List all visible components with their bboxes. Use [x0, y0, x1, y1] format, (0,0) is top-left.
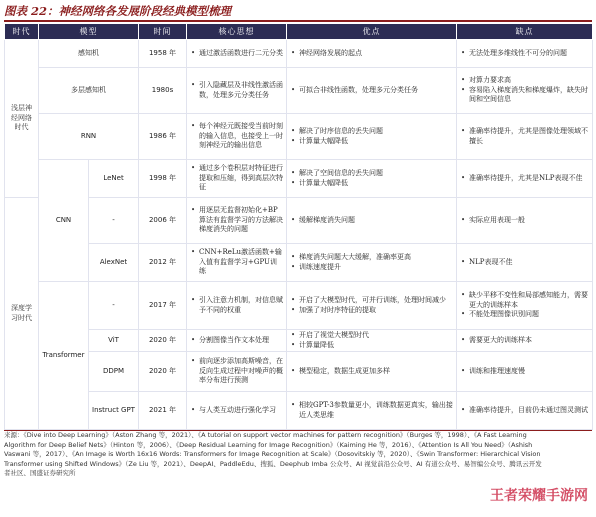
model-time: 1958 年	[139, 40, 187, 68]
header-core: 核心思想	[187, 24, 287, 40]
bullet: • 可拟合非线性函数，处理多元分类任务	[290, 86, 453, 96]
model-name: Instruct GPT	[89, 392, 139, 430]
model-name: AlexNet	[89, 244, 139, 282]
bullet: • 实际应用表现一般	[460, 216, 589, 226]
model-time: 2017 年	[139, 282, 187, 330]
cons	[457, 68, 593, 114]
bullet: • 需要更大的训练样本	[460, 336, 589, 346]
cons	[457, 198, 593, 244]
bullet: • 加强了对时序特征的提取	[290, 306, 453, 316]
model-time: 2020 年	[139, 352, 187, 392]
pros	[287, 114, 457, 160]
bullet: • 准确率待提升，尤其是图像处理领域不擅长	[460, 127, 589, 146]
bullet: • 梯度消失问题大大缓解，准确率更高	[290, 253, 453, 263]
pros	[287, 160, 457, 198]
core-idea	[187, 392, 287, 430]
family-transformer: Transformer	[39, 282, 89, 430]
bullet: • 容易陷入梯度消失和梯度爆炸，缺失时间和空间信息	[460, 86, 589, 105]
bullet: • 与人类互动进行强化学习	[190, 406, 283, 416]
bullet: • 神经网络发展的起点	[290, 49, 453, 59]
table-row	[5, 160, 593, 198]
core-idea	[187, 282, 287, 330]
bullet: • 缺少平移不变性和局部感知能力，需要更大的训练样本	[460, 291, 589, 310]
model-name: ViT	[89, 330, 139, 352]
bullet: • 前向逐步添加高斯噪音，在反向生成过程中对噪声的概率分布进行预测	[190, 357, 283, 386]
model-time: 1998 年	[139, 160, 187, 198]
table-row	[5, 282, 593, 330]
model-name: 感知机	[39, 40, 139, 68]
figure-title: 图表 22：神经网络各发展阶段经典模型梳理	[4, 4, 232, 18]
core-idea	[187, 330, 287, 352]
table-row	[5, 392, 593, 430]
bullet: • 计算量大幅降低	[290, 179, 453, 189]
table-row	[5, 330, 593, 352]
bullet: • 分割图像当作文本处理	[190, 336, 283, 346]
cons	[457, 40, 593, 68]
table-row	[5, 352, 593, 392]
bullet: • 相较GPT-3参数量更小，训练数据更真实，输出接近人类思维	[290, 401, 453, 420]
core-idea	[187, 160, 287, 198]
title-rule	[4, 20, 592, 22]
family-cnn: CNN	[39, 160, 89, 282]
table-row	[5, 244, 593, 282]
model-name: 多层感知机	[39, 68, 139, 114]
bullet: • CNN+ReLu激活函数+输入值有监督学习+GPU训练	[190, 248, 283, 277]
bullet: • 准确率待提升，尤其是NLP表现不佳	[460, 174, 589, 184]
bullet: • 开启了大模型时代，可并行训练，处理时间减少	[290, 296, 453, 306]
pros	[287, 40, 457, 68]
bullet: • 解决了时序信息的丢失问题	[290, 127, 453, 137]
table-row	[5, 198, 593, 244]
cons	[457, 244, 593, 282]
core-idea	[187, 68, 287, 114]
model-table	[4, 23, 593, 430]
core-idea	[187, 40, 287, 68]
model-time: 2006 年	[139, 198, 187, 244]
bullet: • 计算量降低	[290, 341, 453, 351]
bullet: • 计算量大幅降低	[290, 137, 453, 147]
table-row	[5, 114, 593, 160]
model-name: DDPM	[89, 352, 139, 392]
era-shallow: 浅层神经网络时代	[5, 40, 39, 198]
bullet: • 训练和推理速度慢	[460, 367, 589, 377]
table-row	[5, 40, 593, 68]
header-time: 时间	[139, 24, 187, 40]
pros	[287, 282, 457, 330]
header-row	[5, 24, 593, 40]
model-name: -	[89, 282, 139, 330]
bullet: • NLP表现不佳	[460, 258, 589, 268]
bullet: • 无法处理多维线性不可分的问题	[460, 49, 589, 59]
header-model: 模型	[39, 24, 139, 40]
bullet: • 准确率待提升，目前仍未通过图灵测试	[460, 406, 589, 416]
model-name: LeNet	[89, 160, 139, 198]
model-time: 2012 年	[139, 244, 187, 282]
pros	[287, 198, 457, 244]
model-time: 1986 年	[139, 114, 187, 160]
bullet: • 解决了空间信息的丢失问题	[290, 169, 453, 179]
bullet: • 模型稳定，数据生成更加多样	[290, 367, 453, 377]
watermark: 王者荣耀手游网	[490, 488, 588, 504]
bullet: • 引入隐藏层及非线性激活函数，处理多元分类任务	[190, 81, 283, 100]
cons	[457, 330, 593, 352]
table-row	[5, 68, 593, 114]
pros	[287, 244, 457, 282]
core-idea	[187, 352, 287, 392]
cons	[457, 114, 593, 160]
bullet: • 用逐层无监督初始化+BP算法有监督学习的方法解决梯度消失的问题	[190, 206, 283, 235]
core-idea	[187, 114, 287, 160]
header-pros: 优点	[287, 24, 457, 40]
model-name: RNN	[39, 114, 139, 160]
bullet: • 对算力要求高	[460, 76, 589, 86]
model-time: 2021 年	[139, 392, 187, 430]
model-time: 2020 年	[139, 330, 187, 352]
bullet: • 通过多个卷积层对特征进行提取和压缩，得到高层次特征	[190, 164, 283, 193]
bullet: • 每个神经元既接受当前时刻的输入信息，也接受上一时刻神经元的输出信息	[190, 122, 283, 151]
pros	[287, 392, 457, 430]
core-idea	[187, 198, 287, 244]
model-time: 1980s	[139, 68, 187, 114]
pros	[287, 68, 457, 114]
cons	[457, 392, 593, 430]
era-deep: 深度学习时代	[5, 198, 39, 430]
header-era: 时代	[5, 24, 39, 40]
bullet: • 缓解梯度消失问题	[290, 216, 453, 226]
bullet: • 开启了视觉大模型时代	[290, 331, 453, 341]
bullet: • 不能处理图像识别问题	[460, 310, 589, 320]
pros	[287, 330, 457, 352]
header-cons: 缺点	[457, 24, 593, 40]
bullet: • 训练速度提升	[290, 263, 453, 273]
cons	[457, 352, 593, 392]
bullet: • 引入注意力机制，对信息赋予不同的权重	[190, 296, 283, 315]
core-idea	[187, 244, 287, 282]
source-note: 来源：《Dive into Deep Learning》（Aston Zhang 等，2021）、《A tutorial on support vector machines for pattern recognition》（Burges 等，1998）、《A Fast Learning Algorithm for Deep Belief Nets》（Hinton 等，2006）、《Deep Residual Learning for Image Recognition》（Kaiming He 等，2016）、《Attention Is All You Need》（Ashish Vaswani 等，2017）、《An Image is Worth 16x16 Words: Transformers for Image Recognition at Scale》（Dosovitskiy 等，2020）、《Swin Transformer: Hierarchical Vision Transformer using Shifted Windows》（Ze Liu 等，2021）、DeepAI、PaddleEdu、搜狐、Deephub Imba 公众号、AI 视觉前沿公众号、AI 有道公众号、易智编公众号、腾讯云开发者社区、国盛证券研究所	[4, 431, 542, 477]
bullet: • 通过激活函数进行二元分类	[190, 49, 283, 59]
model-name: -	[89, 198, 139, 244]
cons	[457, 282, 593, 330]
pros	[287, 352, 457, 392]
cons	[457, 160, 593, 198]
